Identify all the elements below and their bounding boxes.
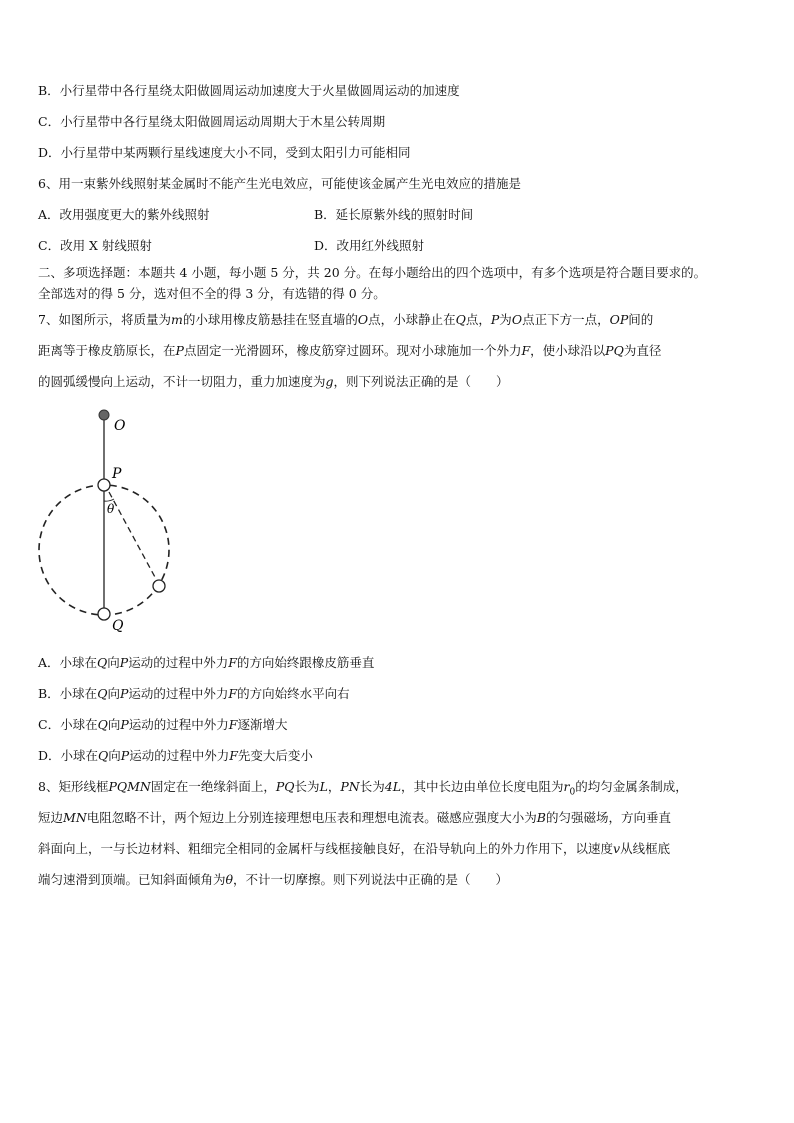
label-q: Q: [112, 618, 124, 634]
q6-option-b: B．延长原紫外线的照射时间: [314, 207, 474, 222]
q7-option-b: B．小球在Q向P运动的过程中外力F的方向始终水平向右: [38, 686, 350, 701]
q8-stem-line1: 8、矩形线框PQMN固定在一绝缘斜面上，PQ长为L，PN长为4L，其中长边由单位长度电阻为$r_0$的均匀金属条制成，: [38, 779, 688, 798]
section2-line2: 全部选对的得 5 分，选对但不全的得 3 分，有选错的得 0 分。: [38, 286, 386, 301]
section2-line1: 二、多项选择题：本题共 4 小题，每小题 5 分，共 20 分。在每小题给出的四个选项中，有多个选项是符合题目要求的。: [38, 265, 707, 280]
label-theta: θ: [107, 502, 115, 516]
q5-option-c: C．小行星带中各行星绕太阳做圆周运动周期大于木星公转周期: [38, 114, 386, 129]
q7-stem-line2: 距离等于橡皮筋原长，在P点固定一光滑圆环，橡皮筋穿过圆环。现对小球施加一个外力F，使小球沿以PQ为直径: [38, 343, 662, 358]
rubber-band-dashed: [109, 492, 156, 579]
label-o: O: [114, 418, 126, 434]
q8-stem-line4: 端匀速滑到顶端。已知斜面倾角为θ，不计一切摩擦。则下列说法中正确的是（ ）: [38, 872, 509, 887]
q6-option-c: C．改用 X 射线照射: [38, 238, 152, 253]
ball-q: [98, 608, 110, 620]
q5-option-d: D．小行星带中某两颗行星线速度大小不同，受到太阳引力可能相同: [38, 145, 411, 160]
theta-arc: [104, 499, 114, 501]
label-p: P: [112, 466, 122, 482]
q7-figure: [30, 405, 190, 640]
q8-stem-line3: 斜面向上，一与长边材料、粗细完全相同的金属杆与线框接触良好，在沿导轨向上的外力作用下，以速度v从线框底: [38, 841, 671, 856]
q7-stem-line3: 的圆弧缓慢向上运动，不计一切阻力，重力加速度为g，则下列说法正确的是（ ）: [38, 374, 509, 389]
q7-option-a: A．小球在Q向P运动的过程中外力F的方向始终跟橡皮筋垂直: [38, 655, 375, 670]
point-o-dot: [99, 410, 109, 420]
q8-stem-line2: 短边MN电阻忽略不计，两个短边上分别连接理想电压表和理想电流表。磁感应强度大小为B的匀强磁场，方向垂直: [38, 810, 671, 825]
q6-stem: 6、用一束紫外线照射某金属时不能产生光电效应，可能使该金属产生光电效应的措施是: [38, 176, 521, 191]
q6-option-d: D．改用红外线照射: [314, 238, 425, 253]
ball-moved: [153, 580, 165, 592]
ring-p: [98, 479, 110, 491]
q7-option-d: D．小球在Q向P运动的过程中外力F先变大后变小: [38, 748, 313, 763]
q7-stem-line1: 7、如图所示，将质量为m的小球用橡皮筋悬挂在竖直墙的O点，小球静止在Q点，P为O点正下方一点，OP间的: [38, 312, 654, 327]
q7-option-c: C．小球在Q向P运动的过程中外力F逐渐增大: [38, 717, 288, 732]
q6-option-a: A．改用强度更大的紫外线照射: [38, 207, 210, 222]
q5-option-b: B．小行星带中各行星绕太阳做圆周运动加速度大于火星做圆周运动的加速度: [38, 83, 460, 98]
